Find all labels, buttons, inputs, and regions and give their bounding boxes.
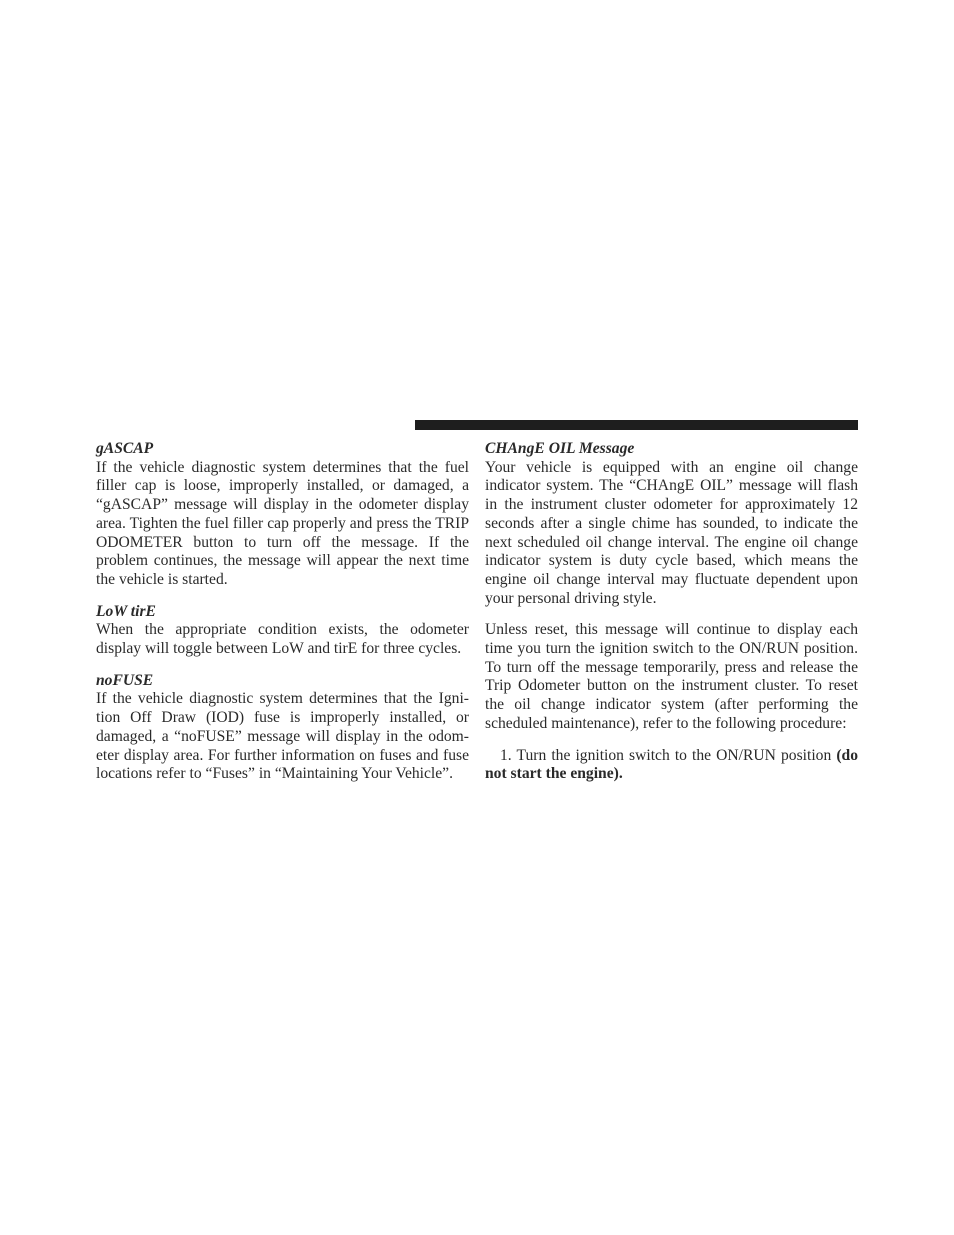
change-oil-heading: CHAngE OIL Message	[485, 440, 635, 457]
low-tire-heading: LoW tirE	[96, 602, 156, 620]
gascap-paragraph: If the vehicle diagnostic system determines that the fuel filler cap is loose, improperly installed, or damaged, a “gASCAP” message will display in the odometer display area. Tighten the fuel filler cap properly and press the TRIP ODOMETER button to turn off the message. If the problem continues, the message will appear the next time the vehicle is started.	[96, 458, 469, 588]
procedure-step-1	[485, 747, 858, 784]
nofuse-heading: noFUSE	[96, 671, 154, 689]
step-1-bold-note: (do not start the engine).	[485, 746, 858, 783]
left-column	[96, 440, 469, 797]
nofuse-paragraph: If the vehicle diagnostic system determines that the Igni-tion Off Draw (IOD) fuse is improperly installed, or damaged, a “noFUSE” message will display in the odom-eter display area. For further information on fuses and fuse locations refer to “Fuses” in “Maintaining Your Vehicle”.	[96, 690, 469, 783]
gascap-heading: gASCAP	[96, 440, 154, 457]
section-header-rule	[415, 420, 858, 430]
change-oil-paragraph-2: Unless reset, this message will continue to display each time you turn the ignition switch to the ON/RUN position. To turn off the message temporarily, press and release the Trip Odometer button on the instrument cluster. To reset the oil change indicator system (after performing the scheduled maintenance), refer to the following procedure:	[485, 621, 858, 732]
change-oil-paragraph-1: Your vehicle is equipped with an engine oil change indicator system. The “CHAngE OIL” message will flash in the instrument cluster odometer for approximately 12 seconds after a single chime has sounded, to indicate the next scheduled oil change interval. The engine oil change indicator system is duty cycle based, which means the engine oil change interval may fluctuate dependent upon your personal driving style.	[485, 458, 858, 607]
right-column	[485, 440, 858, 784]
low-tire-paragraph: When the appropriate condition exists, the odometer display will toggle between LoW and tirE for three cycles.	[96, 621, 469, 658]
step-1-text: 1. Turn the ignition switch to the ON/RUN position	[500, 746, 832, 764]
